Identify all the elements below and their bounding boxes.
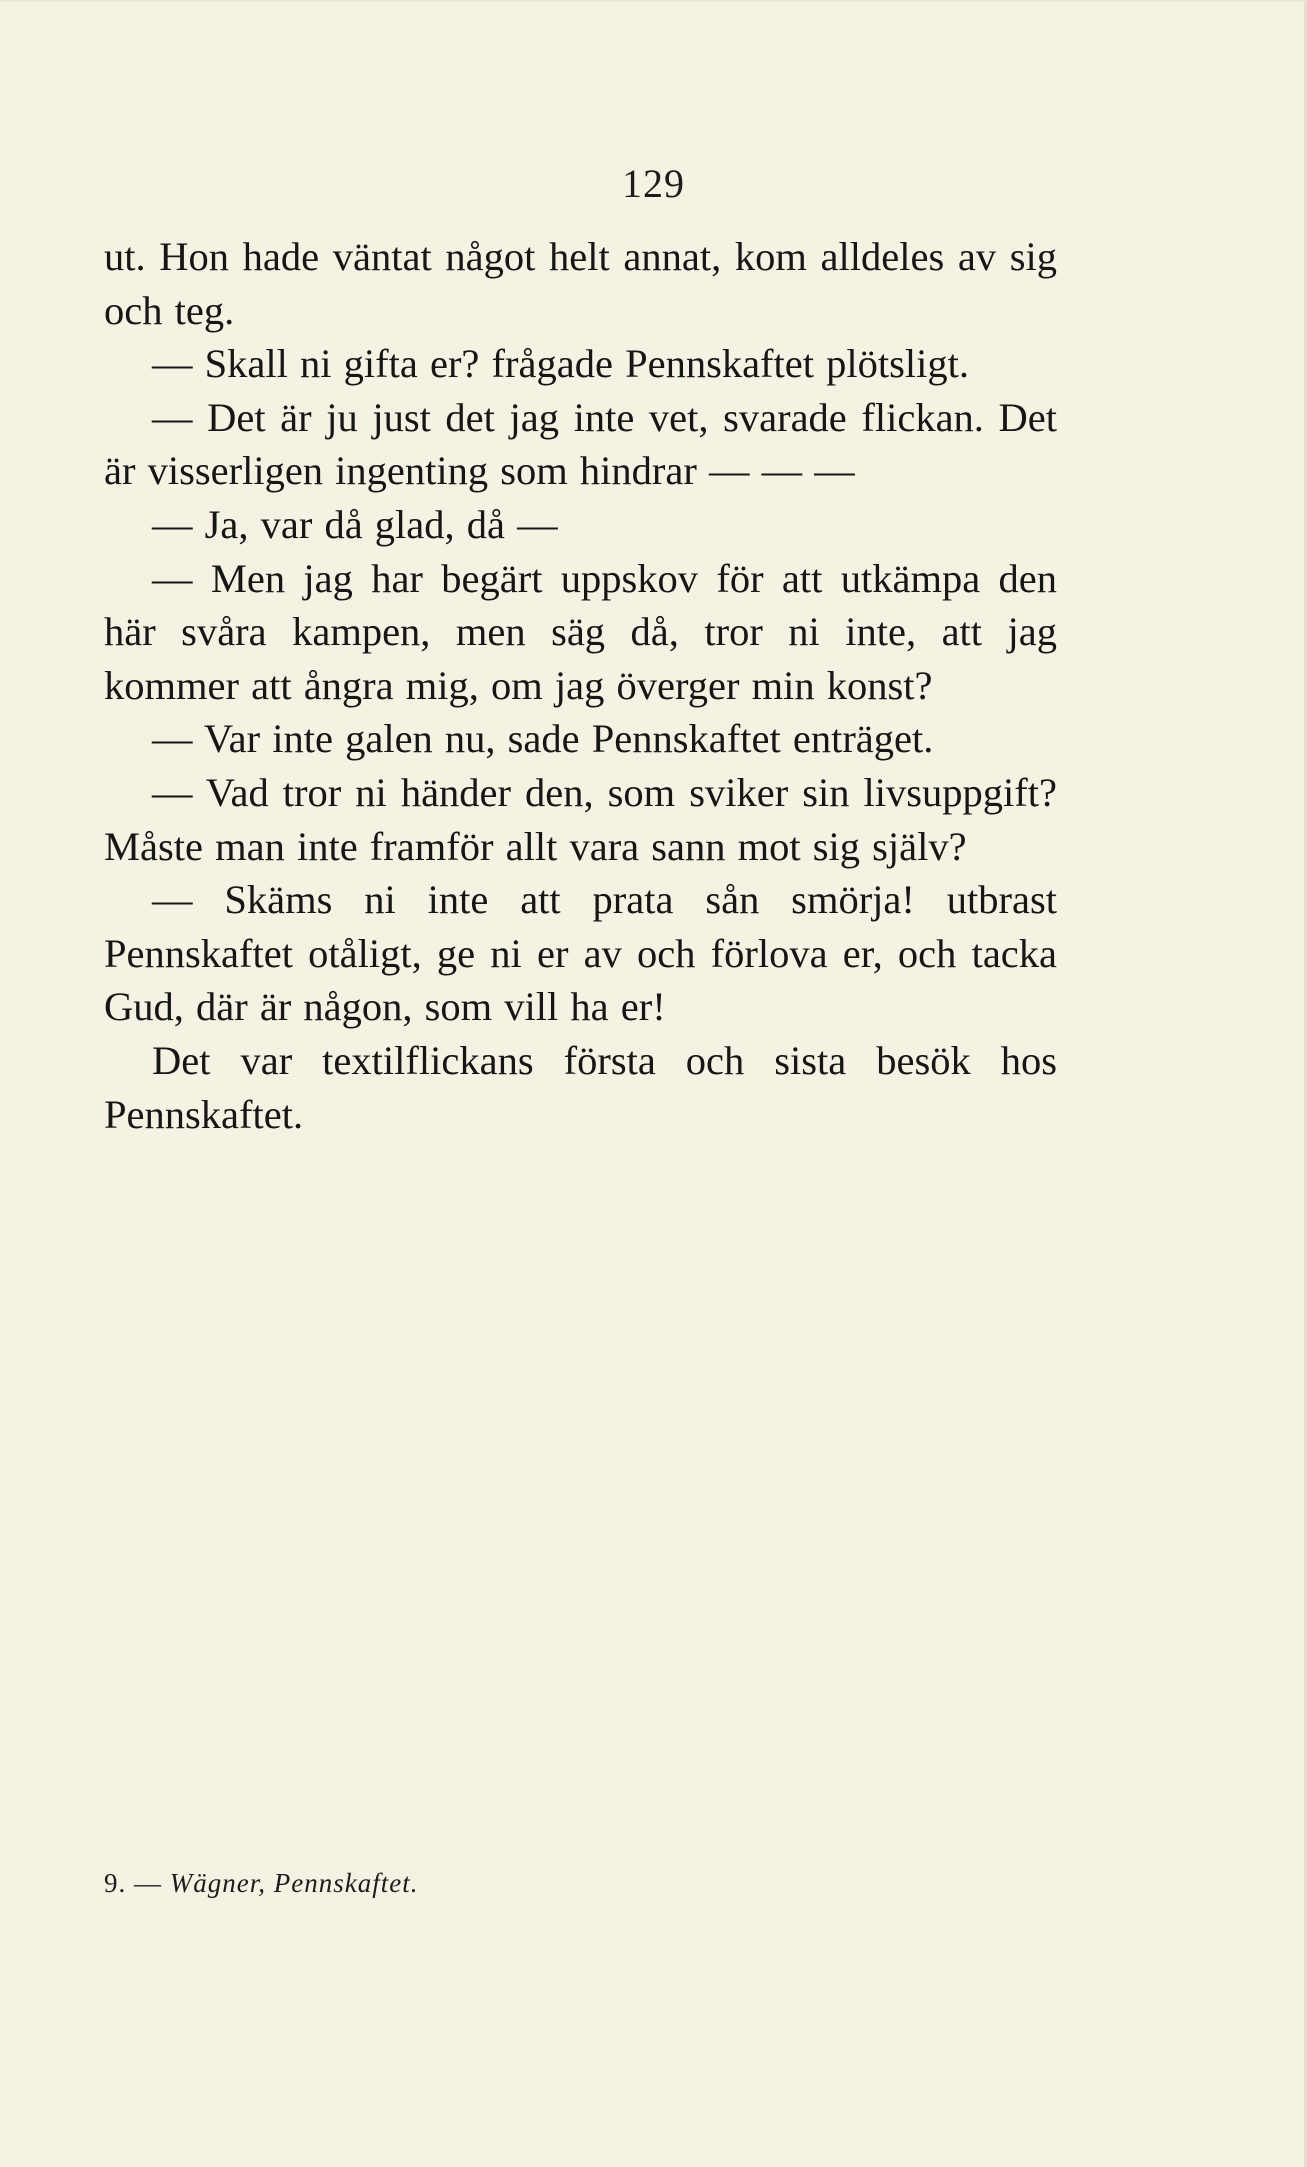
paragraph-2: — Skall ni gifta er? frågade Pennskaftet plötsligt.	[152, 341, 970, 387]
signature-number: 9. —	[104, 1868, 162, 1898]
paragraph-7: — Vad tror ni händer den, som sviker sin livsuppgift? Måste man inte framför allt vara sann mot sig själv?	[104, 769, 1057, 869]
signature-text: Wägner, Pennskaftet.	[169, 1868, 419, 1898]
footer-signature	[104, 1868, 418, 1899]
paragraph-6: — Var inte galen nu, sade Pennskaftet enträget.	[152, 716, 934, 762]
paragraph-9: Det var textilflickans första och sista besök hos Pennskaftet.	[104, 1037, 1057, 1137]
paragraph-4: — Ja, var då glad, då —	[152, 501, 558, 547]
body-text	[104, 230, 1057, 1141]
paragraph-1: ut. Hon hade väntat något helt annat, kom alldeles av sig och teg.	[104, 234, 1057, 333]
paragraph-8: — Skäms ni inte att prata sån smörja! utbrast Pennskaftet otåligt, ge ni er av och förlova er, och tacka Gud, där är någon, som vill ha er!	[104, 877, 1057, 1030]
paragraph-5: — Men jag har begärt uppskov för att utkämpa den här svåra kampen, men säg då, tror ni inte, att jag kommer att ångra mig, om jag överger min konst?	[104, 555, 1057, 708]
page-number: 129	[622, 161, 685, 206]
paragraph-3: — Det är ju just det jag inte vet, svarade flickan. Det är visserligen ingenting som hindrar — — —	[104, 394, 1057, 494]
